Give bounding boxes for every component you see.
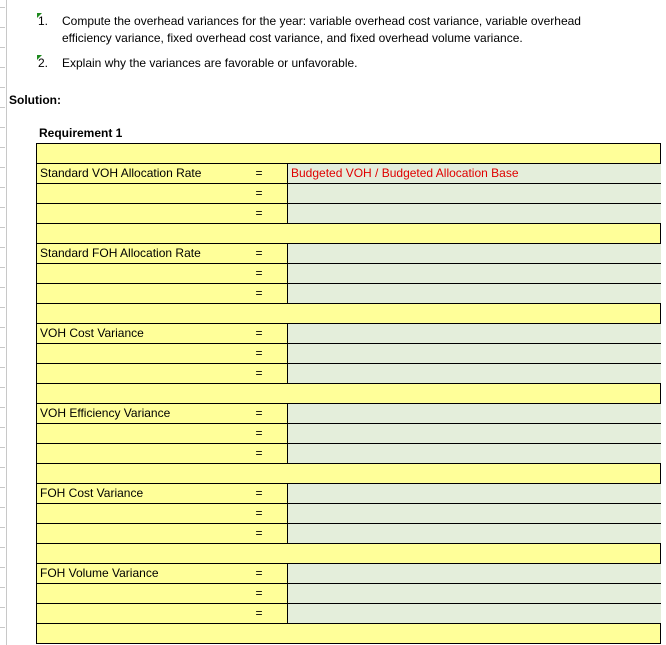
equals-sign: = <box>255 606 263 620</box>
equals-sign: = <box>255 326 263 340</box>
solution-heading: Solution: <box>9 93 61 107</box>
answer-cell[interactable] <box>287 204 661 223</box>
section-row[interactable] <box>36 243 661 263</box>
spacer-row[interactable] <box>36 623 661 644</box>
answer-cell[interactable] <box>287 344 661 363</box>
spacer-row[interactable] <box>36 303 661 323</box>
equals-sign: = <box>255 206 263 220</box>
input-row[interactable] <box>36 343 661 363</box>
answer-cell[interactable] <box>287 444 661 463</box>
answer-cell[interactable] <box>287 484 661 503</box>
equals-sign: = <box>255 586 263 600</box>
row-label: VOH Cost Variance <box>40 326 144 340</box>
spacer-row[interactable] <box>36 543 661 563</box>
gridline-mark <box>0 187 5 188</box>
spacer-row[interactable] <box>36 223 661 243</box>
gridline-mark <box>0 467 5 468</box>
section-row[interactable] <box>36 563 661 583</box>
answer-cell[interactable] <box>287 584 661 603</box>
section-row[interactable] <box>36 163 661 183</box>
row-label: VOH Efficiency Variance <box>40 406 171 420</box>
answer-cell[interactable] <box>287 244 661 263</box>
row-header-edge <box>0 0 7 645</box>
gridline-mark <box>0 387 5 388</box>
gridline-mark <box>0 347 5 348</box>
input-row[interactable] <box>36 443 661 463</box>
answer-cell[interactable] <box>287 324 661 343</box>
gridline-mark <box>0 7 5 8</box>
answer-cell[interactable] <box>287 504 661 523</box>
answer-cell[interactable] <box>287 424 661 443</box>
gridline-mark <box>0 127 5 128</box>
equals-sign: = <box>255 406 263 420</box>
instruction-text: Compute the overhead variances for the year: variable overhead cost variance, variable overhead efficiency variance, fixed overhead cost variance, and fixed overhead volume variance. <box>62 14 581 45</box>
answer-cell[interactable] <box>287 164 661 183</box>
section-row[interactable] <box>36 483 661 503</box>
input-row[interactable] <box>36 363 661 383</box>
gridline-mark <box>0 547 5 548</box>
gridline-mark <box>0 427 5 428</box>
section-row[interactable] <box>36 403 661 423</box>
gridline-mark <box>0 627 5 628</box>
answer-cell[interactable] <box>287 364 661 383</box>
input-row[interactable] <box>36 183 661 203</box>
gridline-mark <box>0 207 5 208</box>
gridline-mark <box>0 47 5 48</box>
input-row[interactable] <box>36 203 661 223</box>
equals-sign: = <box>255 186 263 200</box>
input-row[interactable] <box>36 263 661 283</box>
answer-cell[interactable] <box>287 284 661 303</box>
gridline-mark <box>0 267 5 268</box>
requirement-heading: Requirement 1 <box>39 126 123 140</box>
gridline-mark <box>0 407 5 408</box>
gridline-mark <box>0 527 5 528</box>
equals-sign: = <box>255 506 263 520</box>
equals-sign: = <box>255 346 263 360</box>
gridline-mark <box>0 567 5 568</box>
gridline-mark <box>0 107 5 108</box>
gridline-mark <box>0 167 5 168</box>
spacer-row[interactable] <box>36 463 661 483</box>
answer-cell[interactable] <box>287 564 661 583</box>
gridline-mark <box>0 487 5 488</box>
gridline-mark <box>0 587 5 588</box>
equals-sign: = <box>255 286 263 300</box>
equals-sign: = <box>255 166 263 180</box>
row-label: Standard FOH Allocation Rate <box>40 246 201 260</box>
instruction-number: 1. <box>38 14 49 28</box>
equals-sign: = <box>255 526 263 540</box>
gridline-mark <box>0 287 5 288</box>
equals-sign: = <box>255 486 263 500</box>
input-row[interactable] <box>36 523 661 543</box>
equals-sign: = <box>255 266 263 280</box>
gridline-mark <box>0 27 5 28</box>
gridline-mark <box>0 307 5 308</box>
equals-sign: = <box>255 446 263 460</box>
gridline-mark <box>0 447 5 448</box>
gridline-mark <box>0 247 5 248</box>
gridline-mark <box>0 147 5 148</box>
equals-sign: = <box>255 246 263 260</box>
input-row[interactable] <box>36 283 661 303</box>
section-row[interactable] <box>36 323 661 343</box>
answer-cell[interactable] <box>287 604 661 623</box>
instruction-text: Explain why the variances are favorable or unfavorable. <box>62 56 358 70</box>
input-row[interactable] <box>36 423 661 443</box>
gridline-mark <box>0 507 5 508</box>
spacer-row[interactable] <box>36 383 661 403</box>
gridline-mark <box>0 227 5 228</box>
row-label: FOH Cost Variance <box>40 486 144 500</box>
equals-sign: = <box>255 426 263 440</box>
answer-cell[interactable] <box>287 264 661 283</box>
input-row[interactable] <box>36 583 661 603</box>
instruction-number: 2. <box>38 56 49 70</box>
spacer-row[interactable] <box>36 143 661 163</box>
gridline-mark <box>0 67 5 68</box>
formula-text: Budgeted VOH / Budgeted Allocation Base <box>291 166 519 180</box>
equals-sign: = <box>255 366 263 380</box>
gridline-mark <box>0 327 5 328</box>
answer-cell[interactable] <box>287 404 661 423</box>
row-label: FOH Volume Variance <box>40 566 159 580</box>
gridline-mark <box>0 87 5 88</box>
row-label: Standard VOH Allocation Rate <box>40 166 202 180</box>
answer-cell[interactable] <box>287 184 661 203</box>
gridline-mark <box>0 367 5 368</box>
input-row[interactable] <box>36 603 661 623</box>
gridline-mark <box>0 607 5 608</box>
input-row[interactable] <box>36 503 661 523</box>
equals-sign: = <box>255 566 263 580</box>
answer-cell[interactable] <box>287 524 661 543</box>
